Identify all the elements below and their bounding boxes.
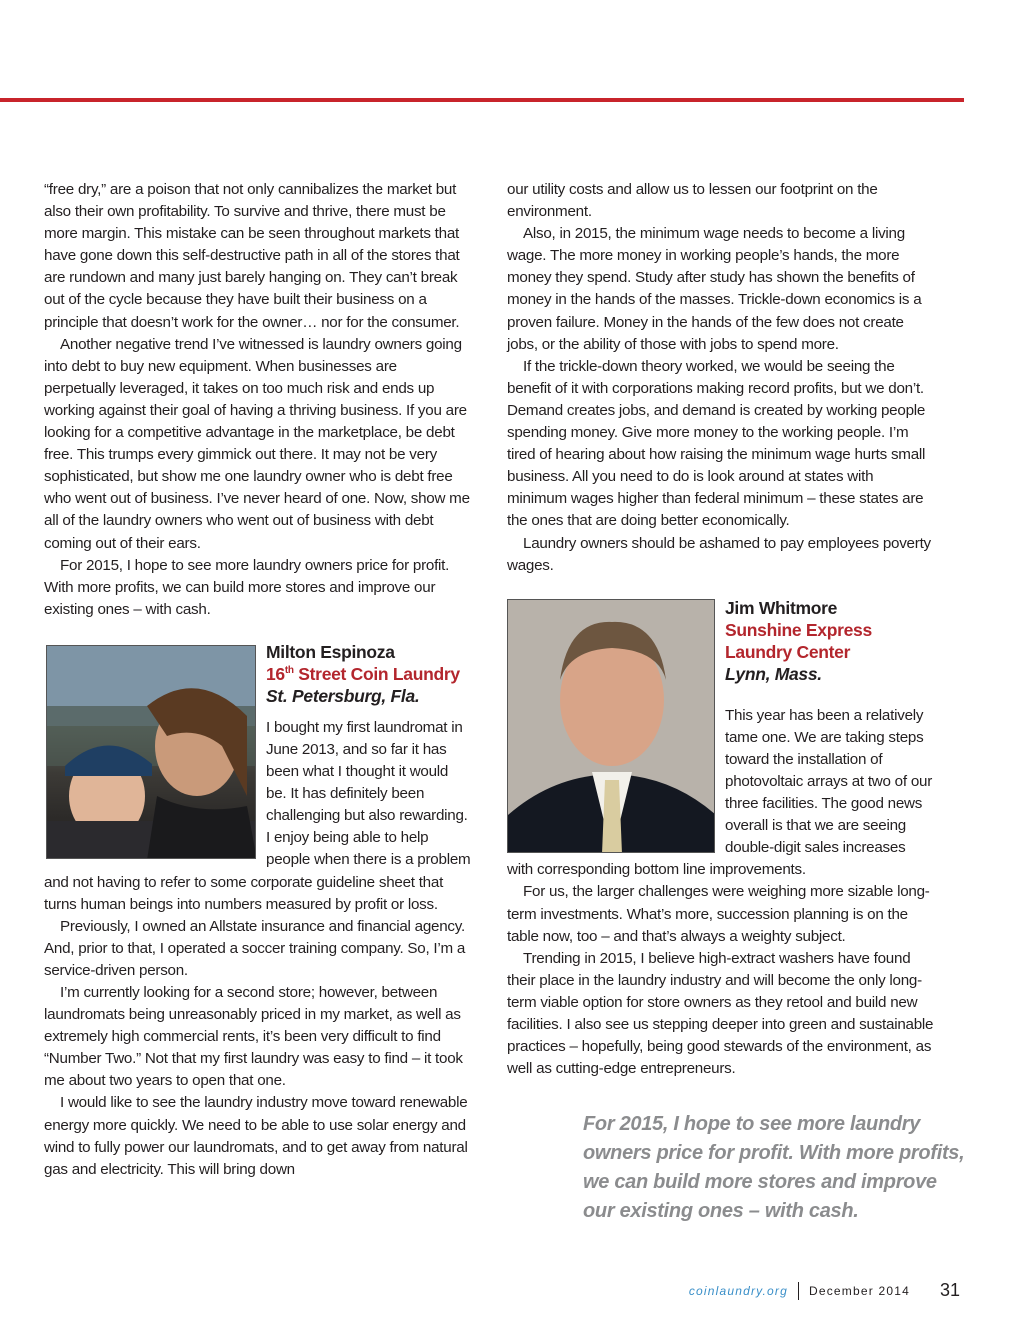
body-paragraph: I bought my first laundromat in June 2013, and so far it has been what I thought it would be. It has definitely been challenging but also rewarding. I enjoy being able to help people when there is a problem and not having to refer to some corporate guideline sheet that turns human beings into numbers measured by profit or loss.	[44, 718, 471, 913]
profile-milton-espinoza	[44, 641, 472, 1181]
profile-location: St. Petersburg, Fla.	[266, 685, 420, 706]
left-column	[44, 179, 472, 1181]
page-footer	[689, 1280, 960, 1301]
page-number: 31	[939, 1280, 960, 1300]
right-column	[507, 179, 935, 1080]
body-paragraph: If the trickle-down theory worked, we would be seeing the benefit of it with corporations making record profits, but we don’t. Demand creates jobs, and demand is created by working people spending money. Give more money to the working people. I’m tired of hearing about how raising the minimum wage hurts small business. All you need to do is look around at states with minimum wages higher than federal minimum – these states are the ones that are doing better economically.	[507, 357, 926, 530]
body-paragraph: For 2015, I hope to see more laundry owners price for profit. With more profits, we can build more stores and improve our existing ones – with cash.	[44, 556, 450, 618]
profile-name: Jim Whitmore	[725, 597, 838, 618]
portrait-image-icon	[47, 646, 256, 859]
profile-location: Lynn, Mass.	[725, 663, 822, 684]
jim-whitmore-photo	[507, 599, 715, 853]
body-paragraph: our utility costs and allow us to lessen our footprint on the environment.	[507, 181, 878, 221]
footer-site-link[interactable]: coinlaundry.org	[688, 1283, 788, 1298]
body-paragraph: Previously, I owned an Allstate insurance and financial agency. And, prior to that, I operated a soccer training company. So, I’m a service-driven person.	[44, 917, 466, 979]
body-paragraph: I would like to see the laundry industry move toward renewable energy more quickly. We need to be able to use solar energy and wind to fully power our laundromats, and to get away from natural gas and electricity. This will bring down	[44, 1094, 468, 1178]
body-paragraph: Another negative trend I’ve witnessed is laundry owners going into debt to buy new equipment. When businesses are perpetually leveraged, it takes on too much risk and ends up working against their goal of having a thriving business. If you are looking for a competitive advantage in the marketplace, be debt free. This trumps every gimmick out there. It may not be very sophisticated, but show me one laundry owner who is debt free who went out of business. I’ve never heard of one. Now, show me all of the laundry owners who went out of business with debt coming out of their ears.	[44, 335, 470, 552]
body-paragraph: For us, the larger challenges were weighing more sizable long-term investments. What’s more, succession planning is on the table now, too – and that’s always a weighty subject.	[507, 883, 930, 945]
profile-business-line-1: Sunshine Express	[725, 619, 872, 640]
portrait-image-icon	[508, 600, 715, 853]
body-paragraph: Laundry owners should be ashamed to pay employees poverty wages.	[507, 534, 931, 574]
profile-business: 16th Street Coin Laundry	[266, 663, 460, 684]
body-paragraph: “free dry,” are a poison that not only cannibalizes the market but also their own profitability. To survive and thrive, there must be more margin. This mistake can be seen throughout markets that have gone down this self-destructive path in all of the stores that are rundown and many just barely hanging on. They can’t break out of the cycle because they have built their business on a principle that doesn’t work for the owner… nor for the consumer.	[44, 181, 460, 331]
body-paragraph: Trending in 2015, I believe high-extract washers have found their place in the laundry industry and will become the only long-term viable option for store owners as they retool and build new facilities. I also see us stepping deeper into green and sustainable practices – hopefully, being good stewards of the environment, as well as cutting-edge entrepreneurs.	[507, 949, 934, 1078]
body-paragraph: This year has been a relatively tame one. We are taking steps toward the installation of photovoltaic arrays at two of our three facilities. The good news overall is that we are seeing double-digit sales increases with corresponding bottom line improvements.	[507, 706, 933, 879]
profile-business-line-2: Laundry Center	[725, 641, 851, 662]
profile-jim-whitmore	[507, 597, 935, 1081]
body-paragraph: I’m currently looking for a second store; however, between laundromats being unreasonably priced in my market, as well as extremely high commercial rents, it’s been very difficult to find “Number Two.” Not that my first laundry was easy to find – it took me about two years to open that one.	[44, 984, 463, 1090]
footer-separator	[798, 1282, 799, 1300]
milton-espinoza-photo	[46, 645, 256, 859]
body-paragraph: Also, in 2015, the minimum wage needs to become a living wage. The more money in working people’s hands, the more money they spend. Study after study has shown the benefits of money in the hands of the masses. Trickle-down economics is a proven failure. Money in the hands of the few does not create jobs, or the ability of those with jobs to spend more.	[507, 225, 922, 353]
footer-date: December 2014	[808, 1283, 910, 1298]
pull-quote: For 2015, I hope to see more laundry owners price for profit. With more profits, we can build more stores and improve our existing ones – with cash.	[583, 1113, 965, 1222]
top-red-rule	[0, 98, 964, 102]
profile-name: Milton Espinoza	[266, 641, 395, 662]
